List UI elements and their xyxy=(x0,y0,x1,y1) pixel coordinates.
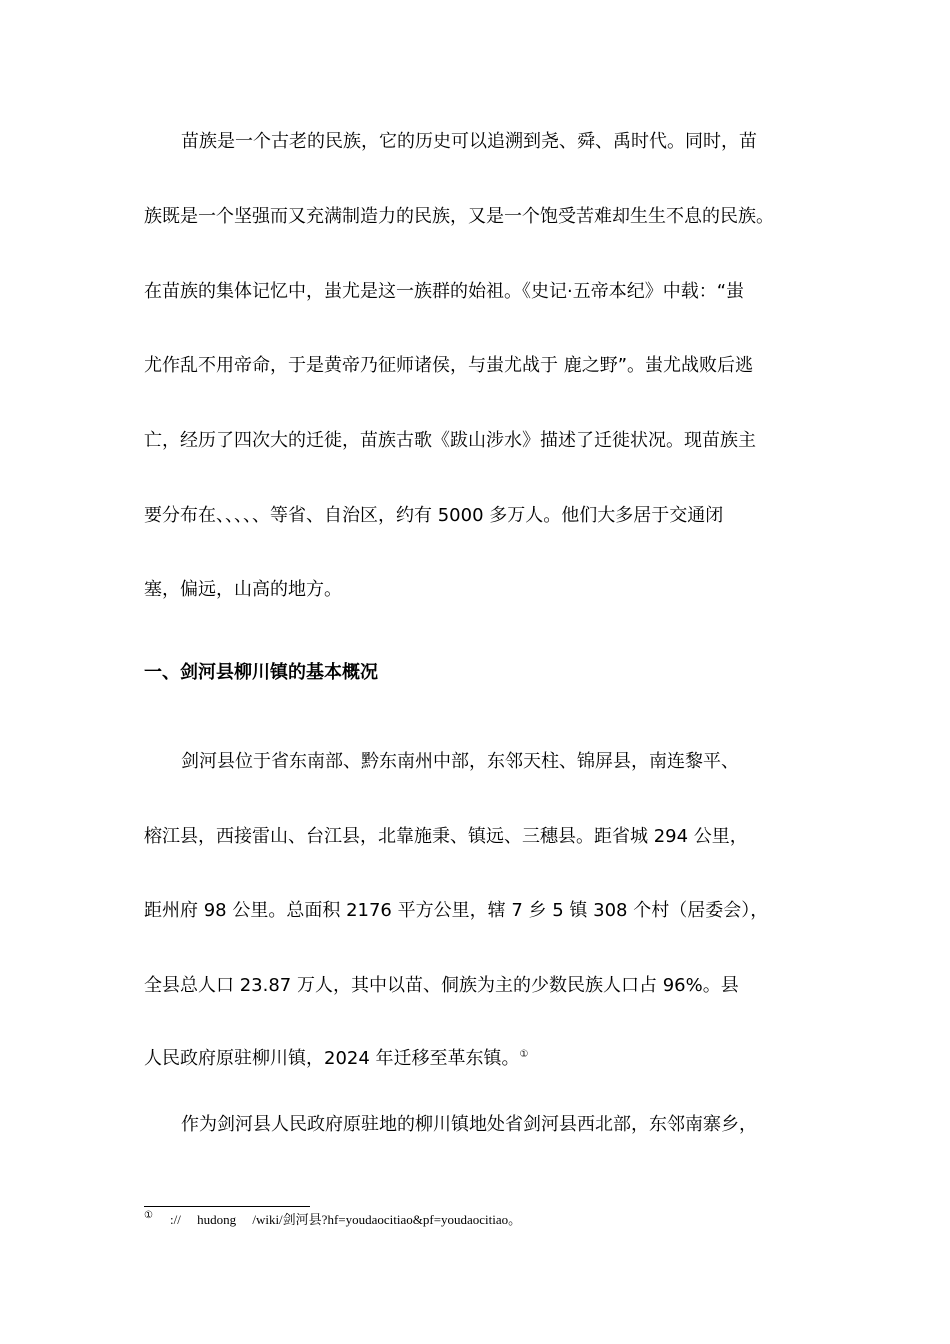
section-heading: 一、剑河县柳川镇的基本概况 xyxy=(144,662,378,683)
section-para1-line-5 xyxy=(144,1047,529,1071)
intro-line-1: 苗族是一个古老的民族，它的历史可以追溯到尧、舜、禹时代。同时，苗 xyxy=(181,131,757,152)
section-para1-line-2: 榕江县，西接雷山、台江县，北靠施秉、镇远、三穗县。距省城 294 公里， xyxy=(144,826,748,847)
section-para1-line-1: 剑河县位于省东南部、黔东南州中部，东邻天柱、锦屏县，南连黎平、 xyxy=(181,751,739,772)
section-para1-line-5-text: 人民政府原驻柳川镇，2024 年迁移至革东镇。 xyxy=(144,1048,520,1069)
section-para2-line-1: 作为剑河县人民政府原驻地的柳川镇地处省剑河县西北部，东邻南寨乡， xyxy=(181,1114,757,1135)
intro-line-3: 在苗族的集体记忆中，蚩尤是这一族群的始祖。《史记·五帝本纪》中载：“蚩 xyxy=(144,281,745,302)
footnote-reference[interactable]: ① xyxy=(519,1049,529,1060)
intro-line-5: 亡，经历了四次大的迁徙，苗族古歌《跋山涉水》描述了迁徙状况。现苗族主 xyxy=(144,430,756,451)
intro-line-4: 尤作乱不用帝命，于是黄帝乃征师诸侯，与蚩尤战于 鹿之野”。蚩尤战败后逃 xyxy=(144,355,754,376)
intro-line-2: 族既是一个坚强而又充满制造力的民族，又是一个饱受苦难却生生不息的民族。 xyxy=(144,206,774,227)
footnote-mark: ① xyxy=(144,1210,153,1221)
intro-line-7: 塞，偏远，山高的地方。 xyxy=(144,579,342,600)
section-para1-line-4: 全县总人口 23.87 万人，其中以苗、侗族为主的少数民族人口占 96%。县 xyxy=(144,975,739,996)
footnote-divider xyxy=(144,1206,310,1207)
intro-line-6: 要分布在、、、、、等省、自治区，约有 5000 多万人。他们大多居于交通闭 xyxy=(144,505,724,526)
footnote-url-text: :// hudong /wiki/剑河县?hf=youdaocitiao&pf=youdaocitiao。 xyxy=(170,1212,522,1227)
section-para1-line-3: 距州府 98 公里。总面积 2176 平方公里，辖 7 乡 5 镇 308 个村（居委会）， xyxy=(144,900,769,921)
